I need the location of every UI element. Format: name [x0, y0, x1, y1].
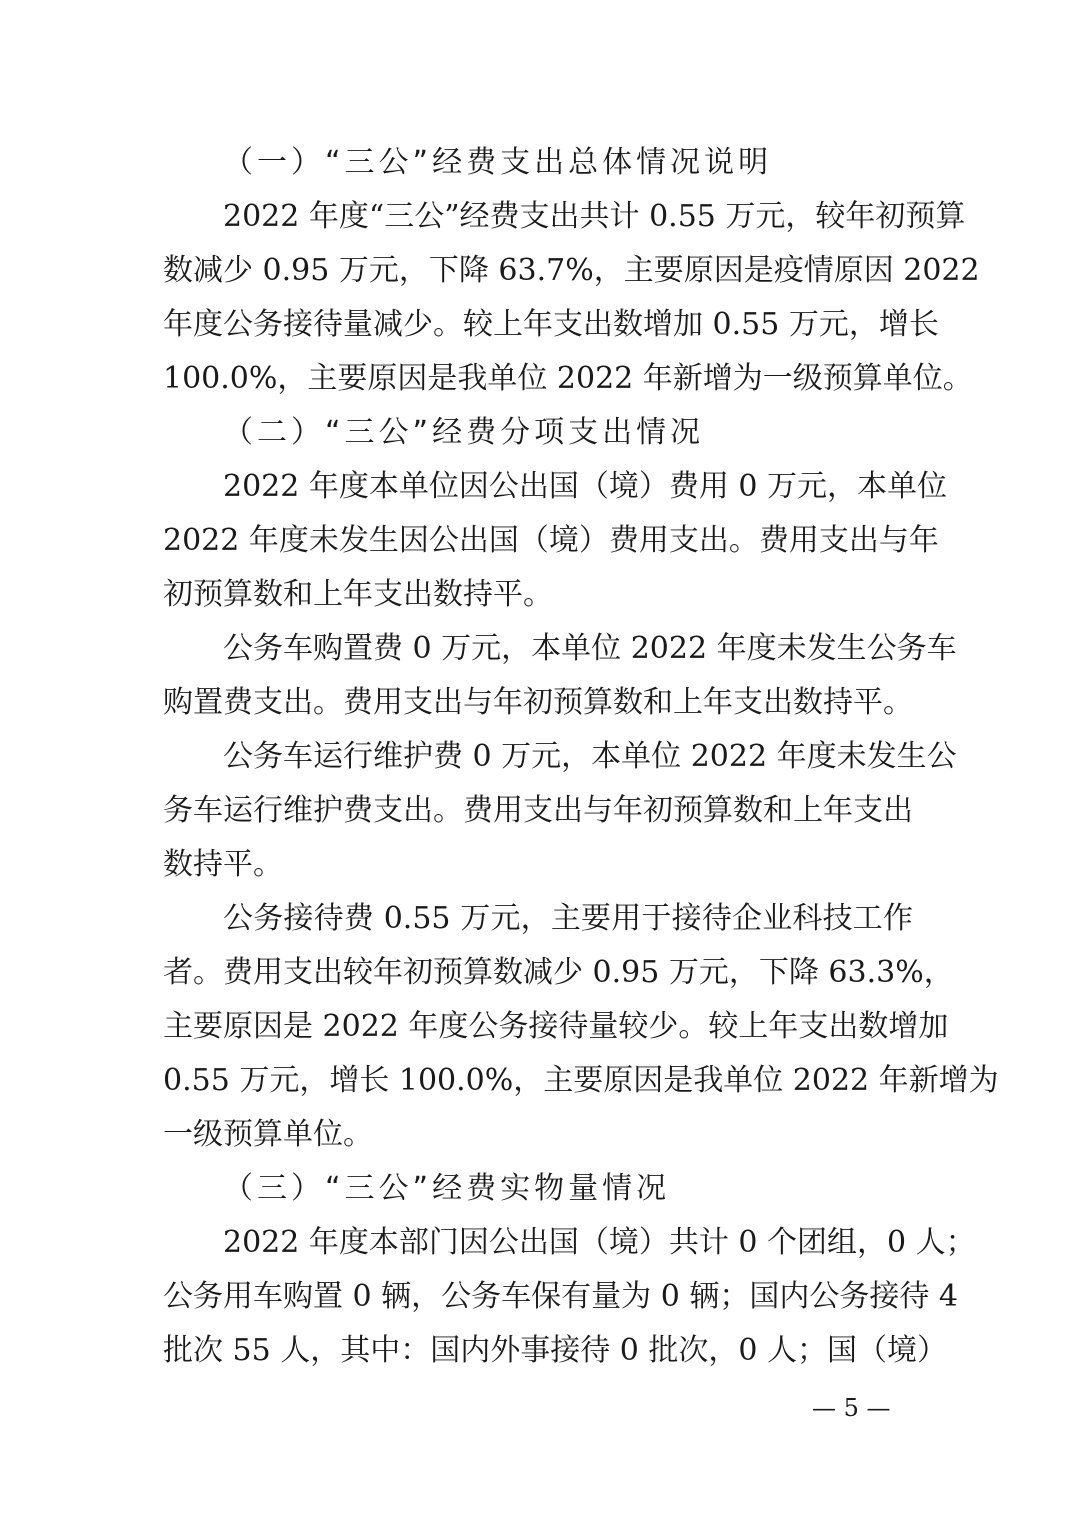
paragraph-2-line-1: 2022 年度本单位因公出国（境）费用 0 万元，本单位: [223, 469, 948, 504]
paragraph-1-line-4: 100.0%，主要原因是我单位 2022 年新增为一级预算单位。: [163, 361, 973, 396]
paragraph-2-line-2: 2022 年度未发生因公出国（境）费用支出。费用支出与年: [163, 523, 939, 558]
paragraph-3-line-1: 公务车购置费 0 万元，本单位 2022 年度未发生公务车: [223, 631, 957, 666]
paragraph-5-line-5: 一级预算单位。: [163, 1117, 373, 1152]
paragraph-4-line-1: 公务车运行维护费 0 万元，本单位 2022 年度未发生公: [223, 739, 957, 774]
paragraph-3-line-2: 购置费支出。费用支出与年初预算数和上年支出数持平。: [163, 685, 913, 720]
paragraph-6-line-1: 2022 年度本部门因公出国（境）共计 0 个团组，0 人；: [223, 1225, 976, 1260]
paragraph-5-line-4: 0.55 万元，增长 100.0%，主要原因是我单位 2022 年新增为: [163, 1063, 999, 1098]
paragraph-6-line-3: 批次 55 人，其中：国内外事接待 0 批次，0 人；国（境）: [163, 1333, 948, 1368]
section-heading-2: （二）“三公”经费分项支出情况: [223, 415, 705, 450]
paragraph-6-line-2: 公务用车购置 0 辆，公务车保有量为 0 辆；国内公务接待 4: [163, 1279, 958, 1314]
paragraph-1-line-2: 数减少 0.95 万元，下降 63.7%，主要原因是疫情原因 2022: [163, 253, 980, 288]
page-number: — 5 —: [812, 1394, 891, 1422]
paragraph-5-line-3: 主要原因是 2022 年度公务接待量较少。较上年支出数增加: [163, 1009, 949, 1044]
paragraph-1-line-3: 年度公务接待量减少。较上年支出数增加 0.55 万元，增长: [163, 307, 939, 342]
paragraph-4-line-2: 务车运行维护费支出。费用支出与年初预算数和上年支出: [163, 793, 913, 828]
paragraph-5-line-2: 者。费用支出较年初预算数减少 0.95 万元，下降 63.3%，: [163, 955, 954, 990]
paragraph-2-line-3: 初预算数和上年支出数持平。: [163, 577, 553, 612]
section-heading-3: （三）“三公”经费实物量情况: [223, 1171, 671, 1206]
paragraph-1-line-1: 2022 年度“三公”经费支出共计 0.55 万元，较年初预算: [223, 199, 966, 234]
paragraph-5-line-1: 公务接待费 0.55 万元，主要用于接待企业科技工作: [223, 901, 913, 936]
section-heading-1: （一）“三公”经费支出总体情况说明: [223, 145, 773, 180]
paragraph-4-line-3: 数持平。: [163, 847, 283, 882]
